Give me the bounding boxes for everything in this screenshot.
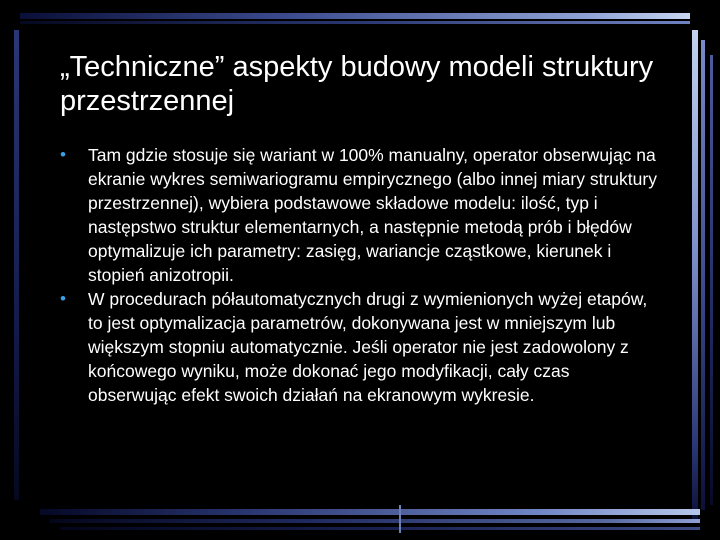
- frame-bar-left: [14, 30, 19, 500]
- bullet-list: [60, 143, 660, 407]
- bullet-item: [60, 287, 660, 407]
- bullet-marker: •: [60, 289, 66, 308]
- frame-bar-right: [692, 30, 698, 520]
- slide-title: „Techniczne” aspekty budowy modeli struktury przestrzennej: [60, 51, 654, 117]
- frame-divider-tick: [399, 505, 401, 533]
- frame-bar-top-thin: [20, 21, 690, 24]
- frame-bar-top: [20, 13, 690, 19]
- bullet-text: Tam gdzie stosuje się wariant w 100% manualny, operator obserwując na ekranie wykres semiwariogramu empirycznego (albo innej miary struktury przestrzennej), wybiera podstawowe składowe modelu: ilość, typ i następstwo struktur elementarnych, a następnie metodą prób i błędów optymalizuje ich parametry: zasięg, wariancje cząstkowe, kierunek i stopień anizotropii.: [88, 145, 657, 285]
- bullet-marker: •: [60, 145, 66, 164]
- frame-bar-bottom: [40, 509, 700, 515]
- frame-bar-right-thin: [701, 40, 705, 510]
- frame-bar-bottom-thin: [50, 519, 700, 523]
- frame-bar-right-thinner: [710, 55, 713, 505]
- bullet-item: [60, 143, 660, 287]
- bullet-text: W procedurach półautomatycznych drugi z wymienionych wyżej etapów, to jest optymalizacja parametrów, dokonywana jest w mniejszym lub większym stopniu automatycznie. Jeśli operator nie jest zadowolony z końcowego wyniku, może dokonać jego modyfikacji, cały czas obserwując efekt swoich działań na ekranowym wykresie.: [88, 289, 648, 405]
- frame-bar-bottom-thinner: [60, 527, 700, 530]
